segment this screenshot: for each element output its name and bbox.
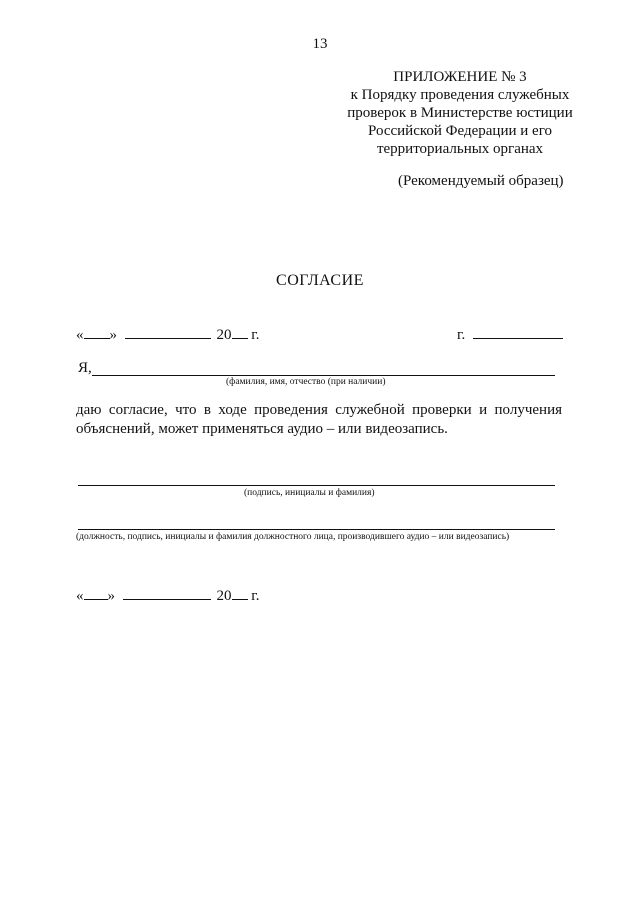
document-title: СОГЛАСИЕ [276, 272, 364, 289]
city-field[interactable] [473, 326, 563, 339]
consent-text: даю согласие, что в ходе проведения служебной проверки и получения объяснений, может применяться аудио – или видеозапись. [76, 402, 562, 437]
page-number: 13 [312, 36, 328, 52]
year-suffix: г. [251, 327, 260, 343]
name-caption: (фамилия, имя, отчество (при наличии) [226, 377, 386, 387]
bottom-date-open-quote: « [76, 588, 84, 604]
appendix-line: к Порядку проведения служебных [350, 87, 570, 103]
city-prefix: г. [457, 327, 466, 343]
month-field[interactable] [125, 326, 211, 339]
official-caption: (должность, подпись, инициалы и фамилия должностного лица, производившего аудио – или видеозапись) [76, 532, 510, 542]
date-open-quote: « [76, 327, 84, 343]
date-row [76, 326, 259, 344]
city-row [457, 326, 563, 344]
appendix-header [330, 68, 590, 158]
bottom-date-row [76, 587, 259, 605]
name-field[interactable] [92, 375, 555, 376]
date-close-quote: » [109, 327, 117, 343]
sample-note: (Рекомендуемый образец) [398, 173, 564, 189]
appendix-title: ПРИЛОЖЕНИЕ № 3 [393, 69, 527, 85]
bottom-year-field[interactable] [232, 587, 248, 600]
bottom-month-field[interactable] [123, 587, 211, 600]
appendix-line: Российской Федерации и его [368, 123, 552, 139]
name-prefix: Я, [78, 360, 92, 376]
bottom-year-prefix: 20 [216, 588, 232, 604]
day-field[interactable] [84, 326, 110, 339]
bottom-date-close-quote: » [107, 588, 115, 604]
bottom-year-suffix: г. [251, 588, 260, 604]
official-signature-field[interactable] [78, 529, 555, 530]
appendix-line: проверок в Министерстве юстиции [347, 105, 573, 121]
bottom-day-field[interactable] [84, 587, 108, 600]
year-field[interactable] [232, 326, 248, 339]
appendix-line: территориальных органах [376, 141, 544, 157]
signature-caption: (подпись, инициалы и фамилия) [244, 488, 375, 498]
year-prefix: 20 [216, 327, 232, 343]
signature-field[interactable] [78, 485, 555, 486]
